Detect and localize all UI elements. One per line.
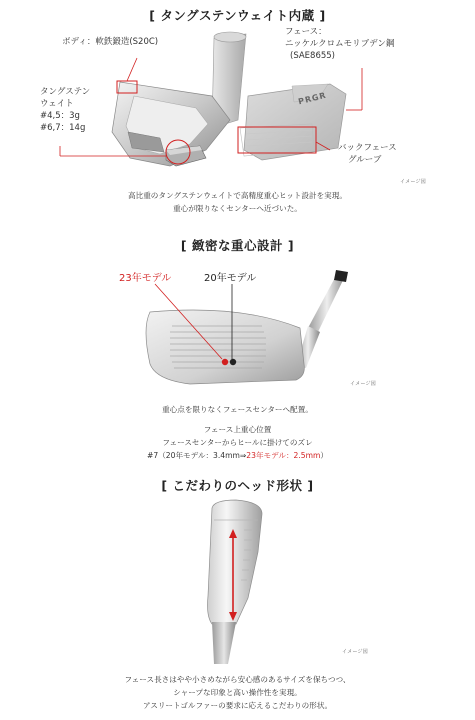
label-face-1: フェース： — [285, 27, 327, 37]
caption-4-prefix: #7（20年モデル：3.4mm⇒ — [147, 451, 247, 460]
label-tungsten-3: #4,5：3g — [40, 111, 80, 121]
label-body: ボディ：軟鉄鍛造(S20C) — [62, 37, 159, 47]
label-groove-1: バックフェース — [338, 143, 397, 153]
label-tungsten-4: #6,7：14g — [40, 123, 86, 133]
label-groove-2: グルーブ — [348, 155, 382, 165]
image-note-1: イメージ図 — [400, 179, 426, 185]
image-note-3: イメージ図 — [342, 649, 368, 655]
label-face-3: (SAE8655) — [290, 51, 336, 61]
section3-caption-2: シャープな印象と高い操作性を実現。 — [173, 688, 302, 697]
section1-title: [ タングステンウェイト内蔵 ] — [149, 8, 326, 23]
section3-caption-3: アスリートゴルファーの要求に応えるこだわりの形状。 — [142, 701, 333, 710]
iron-face-cg-illustration — [0, 268, 475, 398]
section2-caption-4 — [0, 450, 475, 462]
iron-address-illustration — [0, 496, 475, 666]
section3-caption-1: フェース長さはやや小さめながら安心感のあるサイズを保ちつつ、 — [124, 675, 351, 684]
label-23-model: 23年モデル — [119, 273, 172, 284]
section2-caption-1: 重心点を限りなくフェースセンターへ配置。 — [162, 405, 313, 414]
caption-4-red: 23年モデル：2.5mm — [246, 451, 321, 460]
section1-caption-1: 高比重のタングステンウェイトで高精度重心ヒット設計を実現。 — [128, 191, 347, 200]
label-face-2: ニッケルクロムモリブデン鋼 — [285, 39, 395, 49]
section2-caption-2: フェース上重心位置 — [203, 425, 272, 434]
caption-4-suffix: ） — [320, 451, 328, 460]
label-tungsten-1: タングステン — [40, 87, 91, 97]
face-logo: PRGR — [297, 90, 328, 107]
label-20-model: 20年モデル — [204, 273, 257, 284]
image-note-2: イメージ図 — [350, 381, 376, 387]
label-tungsten-2: ウェイト — [40, 99, 74, 109]
section1-caption-2: 重心が限りなくセンターへ近づいた。 — [173, 204, 302, 213]
section3-title: [ こだわりのヘッド形状 ] — [161, 478, 314, 493]
section2-title: [ 緻密な重心設計 ] — [180, 238, 295, 253]
section2-caption-3: フェースセンターからヒールに掛けてのズレ — [162, 438, 313, 447]
